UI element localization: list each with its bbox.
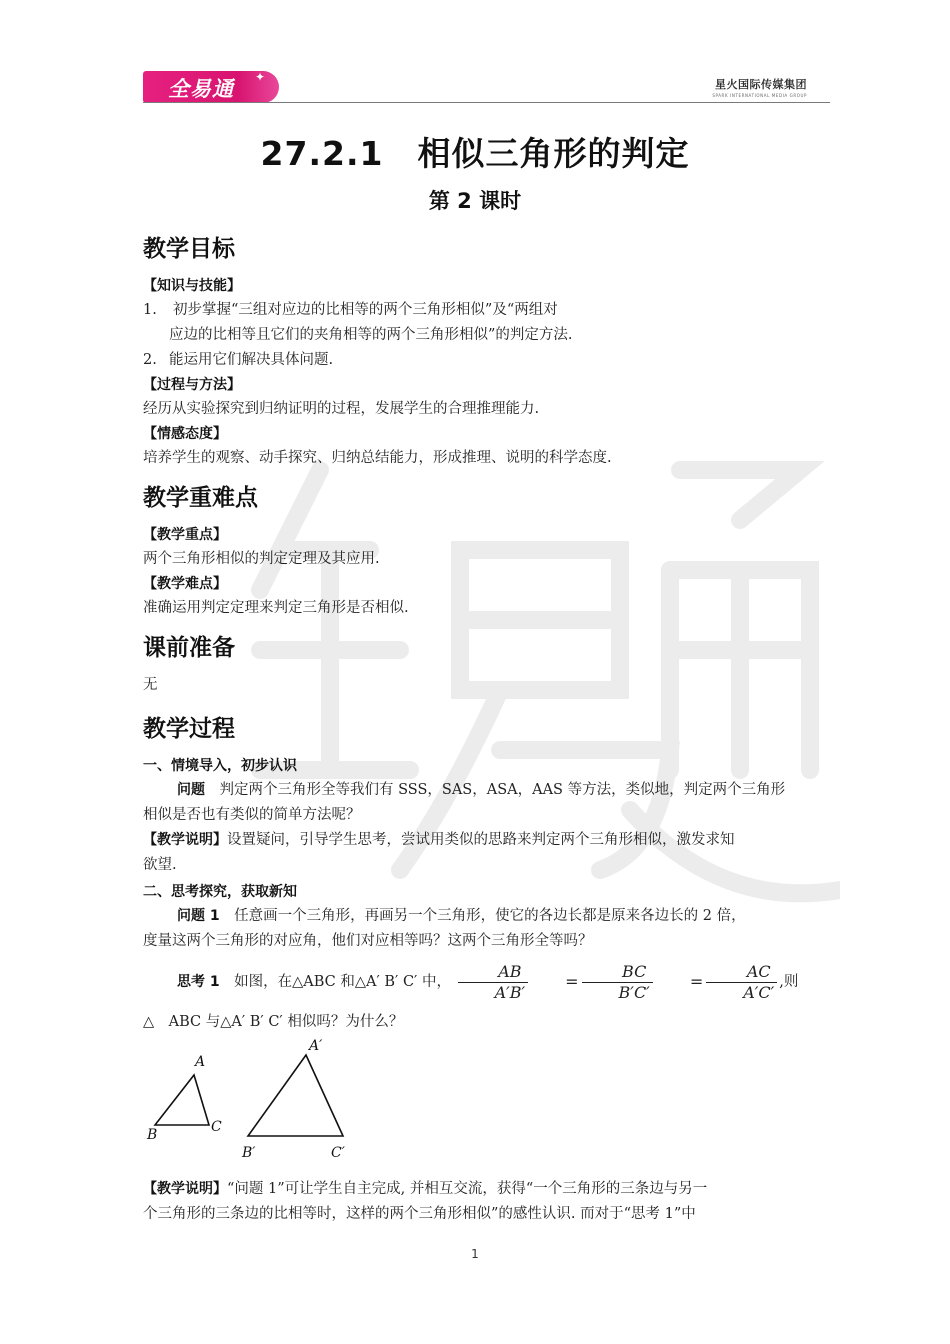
note-text: 设置疑问，引导学生思考，尝试用类似的思路来判定两个三角形相似，激发求知 bbox=[227, 832, 735, 848]
triangles-figure bbox=[143, 1039, 353, 1161]
q1-text: 任意画一个三角形，再画另一个三角形，使它的各边长都是原来各边长的 2 倍， bbox=[234, 908, 746, 924]
fraction-numerator: BC bbox=[582, 962, 653, 983]
difficulty-text: 准确运用判定定理来判定三角形是否相似. bbox=[143, 600, 409, 616]
note1-line-2: 欲望. bbox=[143, 857, 177, 873]
content bbox=[143, 228, 811, 1227]
fraction-ac bbox=[706, 962, 777, 1003]
focus-label: 【教学重点】 bbox=[143, 527, 227, 543]
item-text: 能运用它们解决具体问题. bbox=[169, 352, 334, 368]
page-subtitle: 第 2 课时 bbox=[428, 189, 522, 213]
note2-line-2: 个三角形的三条边的比相等时，这样的两个三角形相似”的感性认识. 而对于“思考 1”中 bbox=[143, 1206, 696, 1222]
knowledge-label: 【知识与技能】 bbox=[143, 278, 241, 294]
think1-label: 思考 1 bbox=[177, 974, 220, 990]
difficulty-label: 【教学难点】 bbox=[143, 576, 227, 592]
focus-text: 两个三角形相似的判定定理及其应用. bbox=[143, 551, 380, 567]
triangle-abc-prime bbox=[248, 1055, 343, 1136]
question-line-1 bbox=[143, 778, 811, 803]
part2-title: 二、思考探究，获取新知 bbox=[143, 884, 297, 900]
page-title: 27.2.1 相似三角形的判定 bbox=[260, 134, 690, 173]
fraction-denominator: A′B′ bbox=[494, 982, 526, 1002]
question-label: 问题 bbox=[177, 782, 205, 798]
note2-line-1 bbox=[143, 1177, 811, 1202]
vertex-label-c: C bbox=[211, 1119, 222, 1135]
q1-line-1 bbox=[143, 904, 811, 929]
section-heading-goals: 教学目标 bbox=[143, 236, 235, 262]
note-label: 【教学说明】 bbox=[143, 832, 227, 848]
think1-text: 如图，在△ABC 和△A′ B′ C′ 中， bbox=[234, 974, 451, 990]
knowledge-item-1 bbox=[143, 298, 811, 323]
note-text: “问题 1”可让学生自主完成, 并相互交流，获得“一个三角形的三条边与另一 bbox=[227, 1181, 708, 1197]
sparkle-icon: ✦ bbox=[255, 70, 266, 84]
fraction-numerator: AC bbox=[706, 962, 777, 983]
publisher-name-en: SPARK INTERNATIONAL MEDIA GROUP bbox=[712, 93, 807, 98]
vertex-label-a-prime: A′ bbox=[309, 1039, 323, 1054]
vertex-label-b: B bbox=[147, 1127, 158, 1143]
section-heading-process: 教学过程 bbox=[143, 716, 235, 742]
vertex-label-b-prime: B′ bbox=[242, 1145, 256, 1161]
fraction-ab bbox=[458, 962, 529, 1003]
section-heading-key: 教学重难点 bbox=[143, 485, 258, 511]
knowledge-item-1-cont: 应边的比相等且它们的夹角相等的两个三角形相似”的判定方法. bbox=[169, 327, 573, 343]
emotion-label: 【情感态度】 bbox=[143, 426, 227, 442]
question-line-2: 相似是否也有类似的简单方法呢？ bbox=[143, 807, 361, 823]
knowledge-item-2 bbox=[143, 348, 811, 373]
equals-sign: = bbox=[689, 972, 704, 991]
q1-line-2: 度量这两个三角形的对应角，他们对应相等吗？这两个三角形全等吗？ bbox=[143, 933, 593, 949]
publisher bbox=[712, 76, 807, 98]
fraction-denominator: A′C′ bbox=[743, 982, 775, 1002]
q1-label: 问题 1 bbox=[177, 908, 220, 924]
equals-sign: = bbox=[565, 972, 579, 991]
part1-title: 一、情境导入，初步认识 bbox=[143, 758, 297, 774]
fraction-numerator: AB bbox=[458, 962, 529, 983]
emotion-text: 培养学生的观察、动手探究、归纳总结能力，形成推理、说明的科学态度. bbox=[143, 450, 612, 466]
item-number: 2. bbox=[143, 352, 157, 368]
think1-line-2: △ ABC 与△A′ B′ C′ 相似吗？为什么？ bbox=[143, 1014, 404, 1030]
think1-tail: ,则 bbox=[779, 974, 799, 990]
note1-line-1 bbox=[143, 828, 811, 853]
item-text: 初步掌握“三组对应边的比相等的两个三角形相似”及“两组对 bbox=[173, 302, 558, 318]
note-label: 【教学说明】 bbox=[143, 1181, 227, 1197]
triangle-abc bbox=[155, 1075, 209, 1125]
vertex-label-a: A bbox=[195, 1054, 206, 1070]
section-heading-prep: 课前准备 bbox=[143, 635, 235, 661]
vertex-label-c-prime: C′ bbox=[331, 1145, 345, 1161]
think1-line bbox=[143, 960, 811, 1004]
page-number: 1 bbox=[471, 1247, 479, 1261]
header-divider bbox=[143, 102, 830, 103]
prep-text: 无 bbox=[143, 677, 158, 693]
process-text: 经历从实验探究到归纳证明的过程，发展学生的合理推理能力. bbox=[143, 401, 540, 417]
question-text: 判定两个三角形全等我们有 SSS，SAS，ASA，AAS 等方法，类似地，判定两个三角形 bbox=[219, 782, 786, 798]
logo-text: 全易通 bbox=[168, 77, 234, 101]
fraction-denominator: B′C′ bbox=[618, 982, 650, 1002]
process-label: 【过程与方法】 bbox=[143, 377, 241, 393]
item-number: 1. bbox=[143, 302, 157, 318]
fraction-bc bbox=[582, 962, 653, 1003]
publisher-name: 星火国际传媒集团 bbox=[715, 78, 807, 91]
